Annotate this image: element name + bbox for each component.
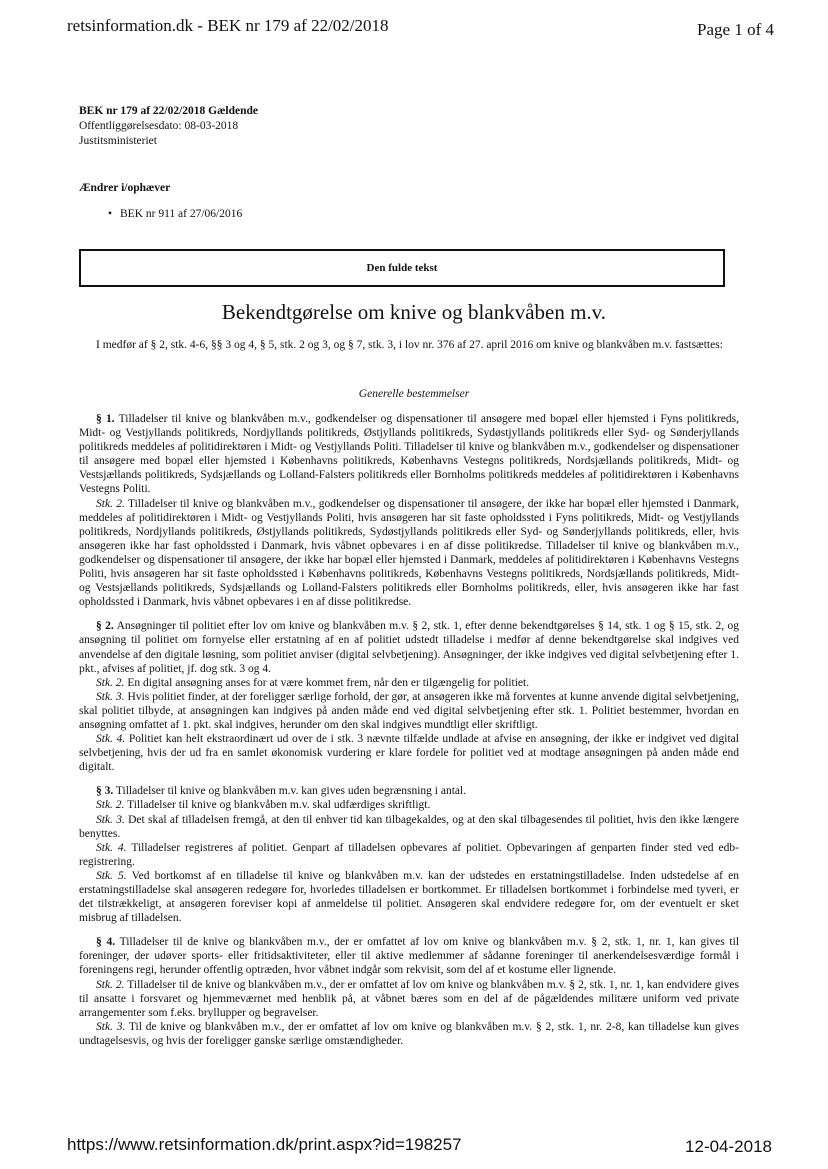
document-status: BEK nr 179 af 22/02/2018 Gældende: [79, 105, 259, 117]
paragraph-1: § 1. Tilladelser til knive og blankvåben m.v., godkendelser og dispensationer til ansøgere med bopæl eller hjemsted i Fyns politikreds, Midt- og Vestjyllands politikreds, Nordjyllands politikreds, Østjyllands politikreds, Sydøstjyllands politikreds eller Syd- og Sønderjyllands politikreds meddeles af politidirektøren i Midt- og Vestjyllands Politi. Tilladelser til knive og blankvåben m.v., godkendelser og dispensationer til ansøgere med bopæl eller hjemsted i Københavns politikreds, Københavns Vestegns politikreds, Nordsjællands politikreds, Midt- og Vestsjællands politikreds, Sydsjællands og Lolland-Falsters politikreds eller Bornholms politikreds meddeles af politidirektøren i Københavns Vestegns Politi.: [79, 413, 740, 496]
paragraph-3: § 3. Tilladelser til knive og blankvåben m.v. kan gives uden begrænsning i antal.: [96, 785, 467, 798]
full-text-label: Den fulde tekst: [366, 262, 438, 274]
page-number: Page 1 of 4: [697, 20, 774, 39]
amends-item-label: BEK nr 911 af 27/06/2016: [120, 208, 243, 220]
document-body: [79, 412, 739, 1048]
publication-date: Offentliggørelsesdato: 08-03-2018: [79, 120, 239, 132]
full-text-box: [79, 249, 725, 287]
footer-date: 12-04-2018: [685, 1137, 772, 1156]
paragraph-3-stk-5: Stk. 5. Ved bortkomst af en tilladelse til knive og blankvåben m.v. kan der udstedes en erstatningstilladelse. Inden udstedelse af en erstatningstilladelse skal ansøgeren redegøre for, hvorledes tilladelsen er bortkommet. Er tilladelsen bortkommet i forbindelse med tyveri, er det tilstrækkeligt, at ansøgeren foreviser kopi af anmeldelse til politiet. Ansøgeren skal endvidere redegøre for, om der eventuelt er sket misbrug af tilladelsen.: [79, 869, 739, 925]
paragraph-2-stk-4: Stk. 4. Politiet kan helt ekstraordinært ud over de i stk. 3 nævnte tilfælde undlade at afvise en ansøgning, der ikke er indgivet ved digital selvbetjening, hvis der ud fra en samlet økonomisk vurdering er klare fordele for politiet ved at modtage ansøgningen på anden måde end digitalt.: [79, 733, 739, 774]
paragraph-2: § 2. Ansøgninger til politiet efter lov om knive og blankvåben m.v. § 2, stk. 1, efter denne bekendtgørelses § 14, stk. 1 og § 15, stk. 2, og ansøgning til politiet om fornyelse eller erstatning af en af politiet udstedt tilladelse i medfør af denne bekendtgørelse skal indgives ved anvendelse af den digitale løsning, som politiet anviser (digital selvbetjening). Ansøgninger, der ikke indgives ved digital selvbetjening efter 1. pkt., afvises af politiet, jf. dog stk. 3 og 4.: [79, 620, 739, 675]
bullet-icon: •: [108, 208, 113, 220]
paragraph-4: § 4. Tilladelser til de knive og blankvåben m.v., der er omfattet af lov om knive og blankvåben m.v. § 2, stk. 1, nr. 1, kan gives til foreninger, der udøver sports- eller fritidsaktiviteter, eller til aktive medlemmer af sådanne foreninger til anerkendelsesværdige formål i foreningens regi, herunder offentlig optræden, hvor våbnet indgår som rekvisit, som del af et kostume eller lignende.: [79, 936, 740, 977]
amends-heading: Ændrer i/ophæver: [79, 182, 171, 194]
paragraph-1-stk-2: Stk. 2. Tilladelser til knive og blankvåben m.v., godkendelser og dispensationer til ansøgere, der ikke har bopæl eller hjemsted i Danmark, meddeles af politidirektøren i Midt- og Vestjyllands Politi, hvis ansøgeren har sit faste opholdssted i Fyns politikreds, Midt- og Vestjyllands politikreds, Nordjyllands politikreds, Østjyllands politikreds, Sydøstjyllands politikreds eller Syd- og Sønderjyllands politikreds, eller, hvis ansøgeren ikke har fast opholdssted i Danmark, hvis våbnet opbevares i en af disse politikredse. Tilladelser til knive og blankvåben m.v., godkendelser og dispensationer til ansøgere, der ikke har bopæl eller hjemsted i Danmark, meddeles af politidirektøren i Københavns Vestegns Politi, hvis ansøgeren har sit faste opholdssted i Københavns politikreds, Københavns Vestegns politikreds, Nordsjællands politikreds, Midt- og Vestsjællands politikreds, Sydsjællands og Lolland-Falsters politikreds eller Bornholms politikreds, eller, hvis ansøgeren ikke har fast opholdssted i Danmark, hvis våbnet opbevares i en af disse politikredse.: [79, 497, 739, 609]
ministry: Justitsministeriet: [79, 135, 157, 147]
paragraph-3-stk-3: Stk. 3. Det skal af tilladelsen fremgå, at den til enhver tid kan tilbagekaldes, og at den skal tilbagesendes til politiet, hvis den ikke længere benyttes.: [79, 813, 740, 840]
section-heading: Generelle bestemmelser: [358, 388, 470, 400]
paragraph-3-stk-2: Stk. 2. Tilladelser til knive og blankvåben m.v. skal udfærdiges skriftligt.: [96, 799, 431, 812]
paragraph-4-stk-3: Stk. 3. Til de knive og blankvåben m.v., der er omfattet af lov om knive og blankvåben m.v. § 2, stk. 1, nr. 2-8, kan tilladelse kun gives undtagelsesvis, og hvis der foreligger ganske særlige omstændigheder.: [79, 1020, 739, 1047]
amends-item[interactable]: [108, 208, 242, 220]
footer-url[interactable]: https://www.retsinformation.dk/print.aspx?id=198257: [67, 1135, 462, 1154]
document-title: Bekendtgørelse om knive og blankvåben m.v.: [221, 300, 607, 324]
intro-text: I medfør af § 2, stk. 4-6, §§ 3 og 4, § 5, stk. 2 og 3, og § 7, stk. 3, i lov nr. 376 af 27. april 2016 om knive og blankvåben m.v. fastsættes:: [96, 339, 723, 351]
paragraph-2-stk-2: Stk. 2. En digital ansøgning anses for at være kommet frem, når den er tilgængelig for politiet.: [96, 676, 530, 689]
paragraph-4-stk-2: Stk. 2. Tilladelser til de knive og blankvåben m.v., der er omfattet af lov om knive og blankvåben m.v. § 2, stk. 1, nr. 1, kan endvidere gives til ansatte i forsvaret og hjemmeværnet med henblik på, at våbnet bæres som en del af de pågældendes militære uniform ved private arrangementer som f.eks. bryllupper og begravelser.: [79, 978, 739, 1019]
page-header-source: retsinformation.dk - BEK nr 179 af 22/02/2018: [67, 16, 389, 35]
paragraph-2-stk-3: Stk. 3. Hvis politiet finder, at der foreligger særlige forhold, der gør, at ansøgeren ikke må forventes at kunne anvende digital selvbetjening, skal politiet tilbyde, at ansøgningen kan indgives på anden måde end ved digital selvbetjening efter stk. 1. Politiet bestemmer, hvordan en ansøgning omfattet af 1. pkt. skal indgives, herunder om den skal indgives mundtligt eller skriftligt.: [79, 690, 740, 731]
document-meta: [79, 104, 258, 149]
paragraph-3-stk-4: Stk. 4. Tilladelser registreres af politiet. Genpart af tilladelsen opbevares af politiet. Opbevaringen af genparten finder sted ved edb-registrering.: [79, 841, 739, 868]
